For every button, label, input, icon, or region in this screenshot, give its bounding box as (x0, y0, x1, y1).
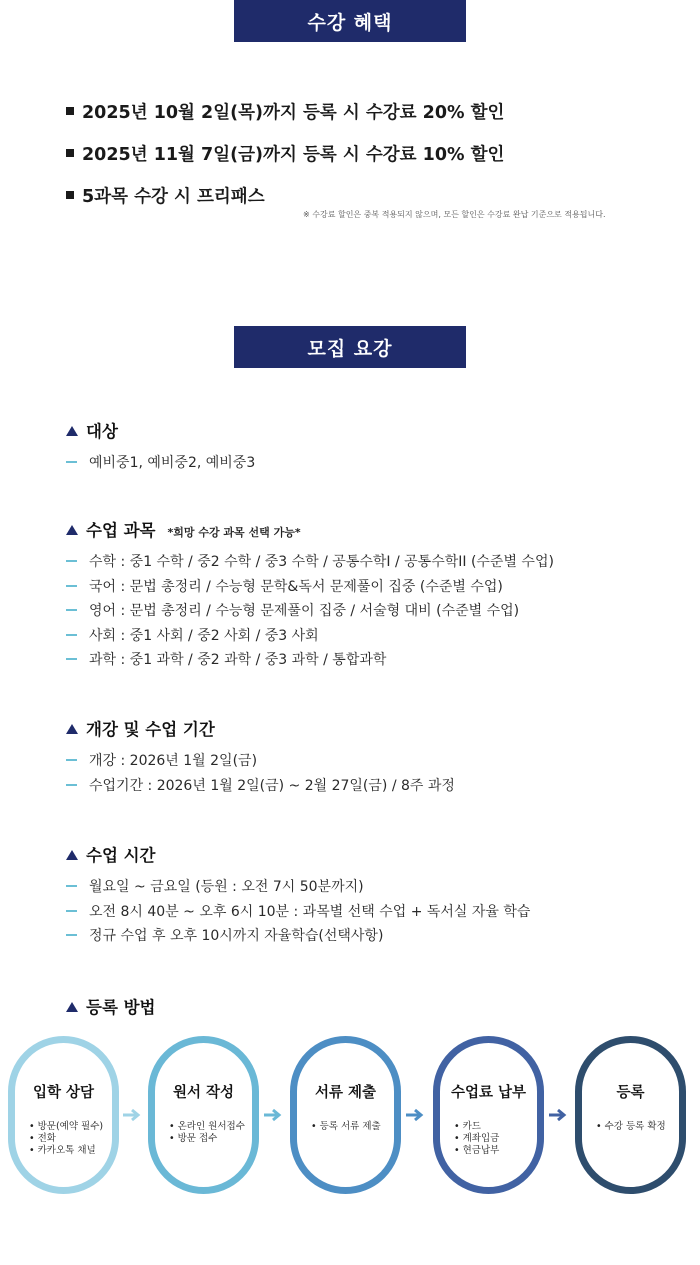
dash-icon (66, 784, 77, 786)
step-items (454, 1121, 499, 1157)
step-item: • 현금납부 (454, 1145, 499, 1157)
item-text: 정규 수업 후 오후 10시까지 자율학습(선택사항) (89, 928, 384, 945)
chevron-right-icon (123, 1108, 143, 1122)
heading-text: 대상 (86, 422, 118, 441)
list-item (66, 450, 255, 475)
step-items (29, 1121, 103, 1157)
step-item: • 온라인 원서접수 (169, 1121, 245, 1133)
target-list (66, 450, 255, 475)
step-payment (433, 1036, 544, 1194)
heading-text: 수업 과목 (86, 521, 156, 540)
triangle-icon (66, 1002, 78, 1012)
benefit-text: 2025년 10월 2일(목)까지 등록 시 수강료 20% 할인 (82, 102, 505, 123)
benefit-list (66, 90, 504, 216)
item-text: 오전 8시 40분 ~ 오후 6시 10분 : 과목별 선택 수업 + 독서실 자율 학습 (89, 903, 531, 920)
triangle-icon (66, 525, 78, 535)
list-item (66, 874, 530, 899)
time-list (66, 874, 530, 948)
step-title: 서류 제출 (314, 1085, 377, 1101)
item-text: 수업기간 : 2026년 1월 2일(금) ~ 2월 27일(금) / 8주 과정 (89, 777, 455, 794)
step-application (148, 1036, 259, 1194)
dash-icon (66, 609, 77, 611)
item-text: 수학 : 중1 수학 / 중2 수학 / 중3 수학 / 공통수학I / 공통수학II (수준별 수업) (89, 554, 554, 571)
section-subjects (66, 517, 554, 672)
dash-icon (66, 759, 77, 761)
list-item (66, 773, 455, 798)
step-documents (290, 1036, 401, 1194)
recruit-title: 모집 요강 (307, 337, 393, 360)
square-bullet-icon (66, 107, 74, 115)
section-period (66, 716, 455, 797)
section-time (66, 842, 530, 948)
subject-list (66, 549, 554, 672)
period-list (66, 748, 455, 797)
benefit-item (66, 90, 504, 132)
triangle-icon (66, 850, 78, 860)
step-item: • 방문(예약 필수) (29, 1121, 103, 1133)
step-item: • 등록 서류 제출 (311, 1121, 381, 1133)
item-text: 예비중1, 예비중2, 예비중3 (89, 455, 256, 472)
step-item: • 카카오톡 채널 (29, 1145, 103, 1157)
item-text: 사회 : 중1 사회 / 중2 사회 / 중3 사회 (89, 627, 319, 644)
step-item: • 방문 접수 (169, 1133, 245, 1145)
step-title: 등록 (616, 1085, 645, 1101)
benefit-item (66, 132, 504, 174)
list-item (66, 923, 530, 948)
dash-icon (66, 934, 77, 936)
section-heading (66, 418, 255, 444)
dash-icon (66, 885, 77, 887)
item-text: 영어 : 문법 총정리 / 수능형 문제풀이 집중 / 서술형 대비 (수준별 수업) (89, 603, 520, 620)
step-item: • 전화 (29, 1133, 103, 1145)
section-target (66, 418, 255, 475)
benefit-text: 5과목 수강 시 프리패스 (82, 186, 265, 207)
benefit-note: ※ 수강료 할인은 중복 적용되지 않으며, 모든 할인은 수강료 완납 기준으로 적용됩니다. (303, 210, 606, 219)
chevron-right-icon (264, 1108, 284, 1122)
list-item (66, 549, 554, 574)
recruit-banner (234, 326, 466, 368)
dash-icon (66, 461, 77, 463)
square-bullet-icon (66, 191, 74, 199)
section-heading (66, 716, 455, 742)
dash-icon (66, 585, 77, 587)
heading-text: 등록 방법 (86, 998, 156, 1017)
square-bullet-icon (66, 149, 74, 157)
list-item (66, 574, 554, 599)
item-text: 과학 : 중1 과학 / 중2 과학 / 중3 과학 / 통합과학 (89, 652, 387, 669)
dash-icon (66, 634, 77, 636)
step-item: • 카드 (454, 1121, 499, 1133)
chevron-right-icon (406, 1108, 426, 1122)
step-consultation (8, 1036, 119, 1194)
step-items (596, 1121, 666, 1133)
step-item: • 수강 등록 확정 (596, 1121, 666, 1133)
heading-text: 개강 및 수업 기간 (86, 720, 215, 739)
step-items (169, 1121, 245, 1145)
benefit-text: 2025년 11월 7일(금)까지 등록 시 수강료 10% 할인 (82, 144, 505, 165)
section-heading (66, 842, 530, 868)
step-items (311, 1121, 381, 1133)
list-item (66, 647, 554, 672)
step-title: 입학 상담 (32, 1085, 95, 1101)
heading-text: 수업 시간 (86, 846, 156, 865)
step-title: 수업료 납부 (450, 1085, 527, 1101)
section-heading (66, 994, 156, 1020)
benefits-title: 수강 혜택 (307, 11, 393, 34)
step-item: • 계좌입금 (454, 1133, 499, 1145)
item-text: 국어 : 문법 총정리 / 수능형 문학&독서 문제풀이 집중 (수준별 수업) (89, 578, 503, 595)
list-item (66, 748, 455, 773)
section-register (66, 994, 156, 1020)
list-item (66, 598, 554, 623)
subjects-note: *희망 수강 과목 선택 가능* (167, 526, 301, 539)
step-title: 원서 작성 (172, 1085, 235, 1101)
triangle-icon (66, 426, 78, 436)
chevron-right-icon (549, 1108, 569, 1122)
list-item (66, 623, 554, 648)
item-text: 월요일 ~ 금요일 (등원 : 오전 7시 50분까지) (89, 879, 364, 896)
step-enrollment (575, 1036, 686, 1194)
triangle-icon (66, 724, 78, 734)
section-heading (66, 517, 554, 543)
dash-icon (66, 658, 77, 660)
dash-icon (66, 910, 77, 912)
registration-steps (0, 1036, 700, 1206)
dash-icon (66, 560, 77, 562)
list-item (66, 899, 530, 924)
benefits-banner (234, 0, 466, 42)
item-text: 개강 : 2026년 1월 2일(금) (89, 753, 258, 770)
